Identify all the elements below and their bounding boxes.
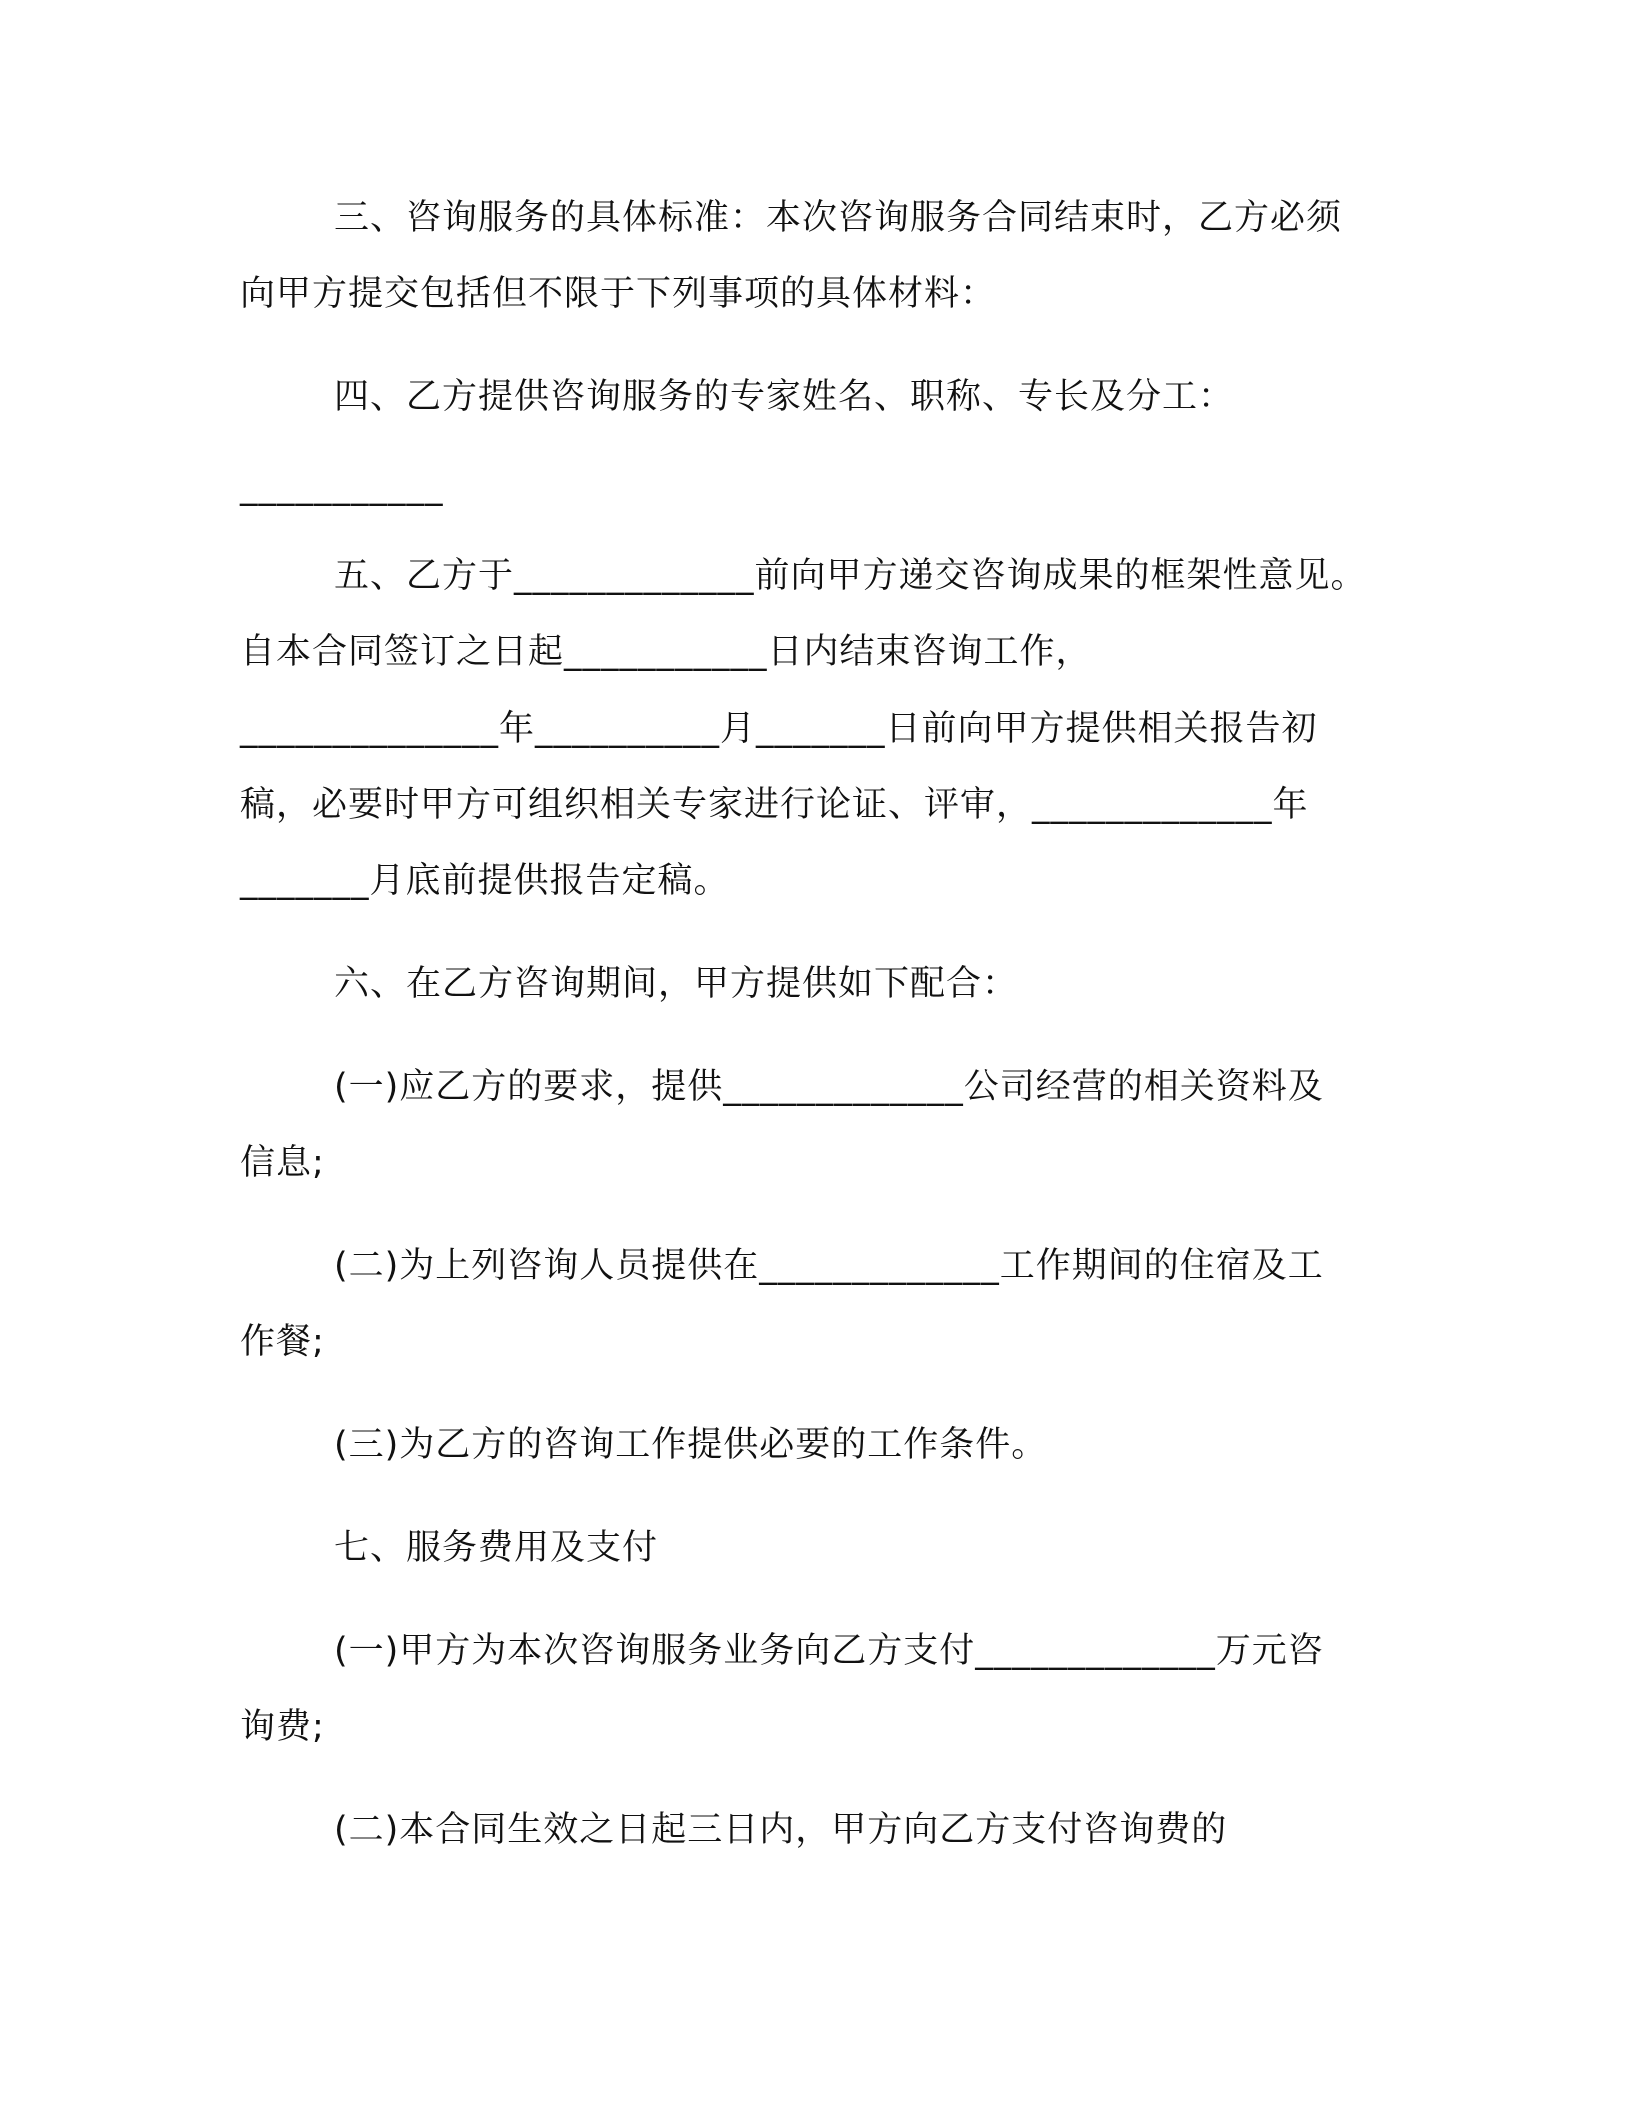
clause-6-item-2-line-1: (二)为上列咨询人员提供在_____________工作期间的住宿及工 xyxy=(334,1246,1324,1286)
clause-5-line-1: 五、乙方于_____________前向甲方递交咨询成果的框架性意见。 xyxy=(334,556,1367,596)
clause-5-line-2: 自本合同签订之日起___________日内结束咨询工作， xyxy=(240,632,1092,672)
clause-6-item-3: (三)为乙方的咨询工作提供必要的工作条件。 xyxy=(334,1425,1048,1465)
clause-5-line-4: 稿，必要时甲方可组织相关专家进行论证、评审，_____________年 xyxy=(240,785,1309,825)
clause-7-item-1-line-2: 询费; xyxy=(240,1707,325,1747)
clause-3-line-2: 向甲方提交包括但不限于下列事项的具体材料： xyxy=(240,274,997,314)
clause-6-item-1-line-1: (一)应乙方的要求，提供_____________公司经营的相关资料及 xyxy=(334,1067,1324,1107)
clause-5-line-3: ______________年__________月_______日前向甲方提供相关报告初 xyxy=(240,709,1318,749)
clause-6-item-1-line-2: 信息; xyxy=(240,1143,325,1183)
clause-3-line-1: 三、咨询服务的具体标准：本次咨询服务合同结束时，乙方必须 xyxy=(334,198,1343,238)
clause-4-line-1: 四、乙方提供咨询服务的专家姓名、职称、专长及分工： xyxy=(334,377,1235,417)
clause-6-item-2-line-2: 作餐; xyxy=(240,1322,325,1362)
clause-7-heading: 七、服务费用及支付 xyxy=(334,1528,659,1568)
clause-5-line-5: _______月底前提供报告定稿。 xyxy=(240,861,730,901)
clause-6-heading: 六、在乙方咨询期间，甲方提供如下配合： xyxy=(334,964,1019,1004)
clause-7-item-1-line-1: (一)甲方为本次咨询服务业务向乙方支付_____________万元咨 xyxy=(334,1631,1324,1671)
clause-4-blank: ___________ xyxy=(240,467,444,507)
clause-7-item-2-line-1: (二)本合同生效之日起三日内，甲方向乙方支付咨询费的 xyxy=(334,1810,1228,1850)
